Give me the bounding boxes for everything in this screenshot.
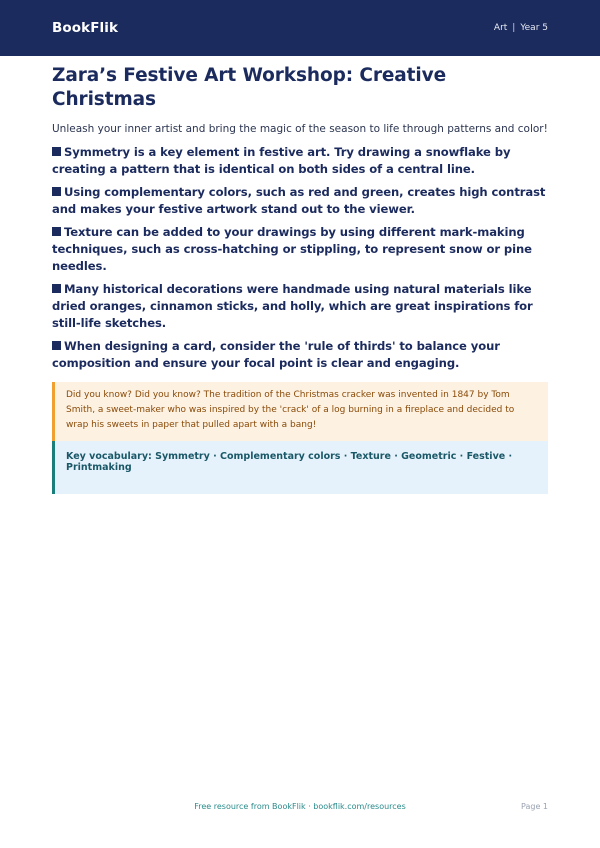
page-title: Zara’s Festive Art Workshop: Creative Christmas [52,65,447,110]
list-item-text: Many historical decorations were handmade using natural materials like dried oranges, cinnamon sticks, and holly, which are great inspirations for still-life sketches. [52,282,533,330]
list-item [52,184,548,218]
square-bullet-icon [52,147,61,156]
list-item-text: Using complementary colors, such as red and green, creates high contrast and makes your festive artwork stand out to the viewer. [52,185,546,216]
list-item [52,144,548,178]
intro-text: Unleash your inner artist and bring the magic of the season to life through patterns and color! [52,123,548,135]
main-content [52,64,548,494]
meta-separator: | [512,23,516,33]
square-bullet-icon [52,284,61,293]
list-item-text: Symmetry is a key element in festive art. Try drawing a snowflake by creating a pattern that is identical on both sides of a central line. [52,145,511,176]
page-number: Page 1 [521,802,548,811]
subject-label: Art [493,23,508,33]
list-item-text: When designing a card, consider the 'rule of thirds' to balance your composition and ensure your focal point is clear and engaging. [52,339,500,370]
square-bullet-icon [52,341,61,350]
list-item [52,338,548,372]
year-label: Year 5 [520,23,548,33]
page-footer [0,800,600,816]
footer-resource-link[interactable]: Free resource from BookFlik · bookflik.com/resources [194,802,406,811]
list-item [52,224,548,275]
page-header [0,0,600,56]
brand-logo[interactable]: BookFlik [52,20,119,36]
key-vocabulary-box: Key vocabulary: Symmetry · Complementary colors · Texture · Geometric · Festive · Printmaking [52,441,548,494]
square-bullet-icon [52,227,61,236]
list-item-text: Texture can be added to your drawings by using different mark-making techniques, such as cross-hatching or stippling, to represent snow or pine needles. [52,225,532,273]
list-item [52,281,548,332]
square-bullet-icon [52,187,61,196]
fact-list [52,144,548,372]
header-meta [494,23,548,33]
did-you-know-callout: Did you know? Did you know? The tradition of the Christmas cracker was invented in 1847 by Tom Smith, a sweet-maker who was inspired by the 'crack' of a log burning in a fireplace and decided to wrap his sweets in paper that pulled apart with a bang! [52,382,548,441]
